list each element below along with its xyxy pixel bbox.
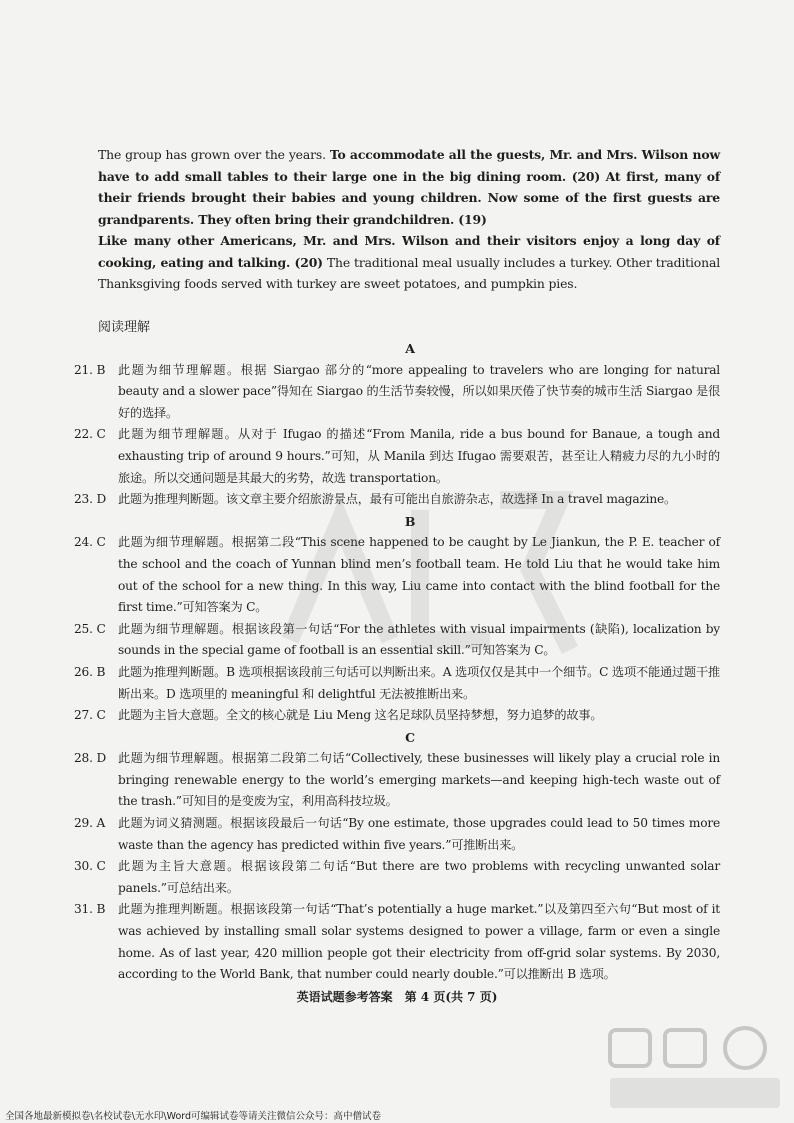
- page-footer: 英语试题参考答案 第 4 页(共 7 页): [296, 990, 498, 1004]
- intro-p1-plain: The group has grown over the years.: [98, 147, 330, 162]
- answer-item: [74, 899, 720, 985]
- answer-explanation: 此题为主旨大意题。全文的核心就是 Liu Meng 这名足球队员坚持梦想，努力追梦的故事。: [118, 708, 603, 723]
- intro-paragraph-2: [98, 230, 720, 295]
- intro-paragraph-1: [98, 144, 720, 230]
- part-label: C: [405, 729, 415, 745]
- mxqe-logo: [590, 1020, 790, 1120]
- intro-p2-bold: Like many other Americans, Mr. and Mrs. Wilson and their visitors enjoy a long day of cooking, eating and talking. (20): [98, 233, 720, 270]
- answer-explanation: 此题为词义猜测题。根据该段最后一句话“By one estimate, those upgrades could lead to 50 times more waste than the agency has predicted within five years.”可推断出来。: [118, 816, 720, 852]
- answer-explanation: 此题为细节理解题。根据第二段“This scene happened to be caught by Le Jiankun, the P. E. teacher of the school and the coach of Yunnan blind men’s football team. He told Liu that he would take him out of the school for a new thing. In this way, Liu came into contact with the blind football for the first time.”可知答案为 C。: [118, 535, 720, 615]
- answer-explanation: 此题为推理判断题。根据该段第一句话“That’s potentially a huge market.”以及第四至六句“But most of it was achieved by installing small solar systems designed to power a village, farm or even a single home. As of last year, 420 million people got their electricity from off-grid solar systems. By 2030, according to the World Bank, that number could nearly double.”可以推断出 B 选项。: [118, 902, 720, 982]
- answer-number: 21. B: [74, 362, 106, 377]
- answer-item: [74, 813, 720, 856]
- part-label: A: [405, 341, 415, 356]
- intro-p2-plain: The traditional meal usually includes a turkey. Other traditional Thanksgiving foods served with turkey are sweet potatoes, and pumpkin pies.: [98, 254, 721, 291]
- answer-explanation: 此题为细节理解题。从对于 Ifugao 的描述“From Manila, ride a bus bound for Banaue, a tough and exhausting trip of around 9 hours.”可知，从 Manila 到达 Ifugao 需要艰苦，甚至让人精疲力尽的九小时的旅途。所以交通问题是其最大的劣势，故选 transportation。: [118, 427, 720, 485]
- answer-explanation: 此题为细节理解题。根据第二段第二句话“Collectively, these businesses will likely play a crucial role in bringing renewable energy to the world’s emerging markets—and keeping high-tech waste out of the trash.”可知目的是变废为宝，利用高科技垃圾。: [118, 751, 720, 809]
- answer-explanation: 此题为细节理解题。根据该段第一句话“For the athletes with visual impairments (缺陷), localization by sounds in the special game of football is an essential skill.”可知答案为 C。: [118, 621, 720, 658]
- bottom-bar: 全国各地最新模拟卷\名校试卷\无水印\Word可编辑试卷等请关注微信公众号：高中僧试卷: [5, 1111, 382, 1122]
- answer-number: 31. B: [74, 902, 106, 917]
- answer-explanation: 此题为细节理解题。根据 Siargao 部分的“more appealing to travelers who are longing for natural beauty and a slower pace”得知在 Siargao 的生活节奏较慢，所以如果厌倦了快节奏的城市生活 Siargao 是很好的选择。: [118, 362, 720, 420]
- answer-number: 29. A: [74, 816, 106, 831]
- part-label: B: [404, 513, 416, 529]
- intro-passage: [98, 144, 720, 295]
- answer-number: 25. C: [74, 621, 106, 636]
- watermark-stamp: [250, 400, 610, 720]
- answer-number: 30. C: [74, 859, 106, 874]
- answer-number: 24. C: [74, 535, 106, 550]
- answer-explanation: 此题为主旨大意题。根据该段第二句话“But there are two problems with recycling unwanted solar panels.”可总结出来。: [118, 859, 720, 895]
- answer-number: 26. B: [74, 664, 106, 679]
- answer-number: 22. C: [74, 427, 106, 442]
- answer-explanation: 此题为推理判断题。该文章主要介绍旅游景点，最有可能出自旅游杂志，故选择 In a travel magazine。: [118, 492, 677, 507]
- answer-number: 28. D: [74, 751, 107, 766]
- section-heading: 阅读理解: [98, 320, 151, 335]
- intro-p1-bold: To accommodate all the guests, Mr. and Mrs. Wilson now have to add small tables to their large one in the big dining room. (20) At first, many of their friends brought their babies and young children. Now some of the first guests are grandparents. They often bring their grandchildren. (19): [98, 147, 720, 227]
- answer-explanation: 此题为推理判断题。B 选项根据该段前三句话可以判断出来。A 选项仅仅是其中一个细节。C 选项不能通过题干推断出来。D 选项里的 meaningful 和 delightful 无法被推断出来。: [118, 664, 720, 701]
- answer-number: 27. C: [74, 708, 106, 723]
- answer-item: [74, 856, 720, 899]
- answer-item: [74, 748, 720, 813]
- answer-number: 23. D: [74, 492, 107, 507]
